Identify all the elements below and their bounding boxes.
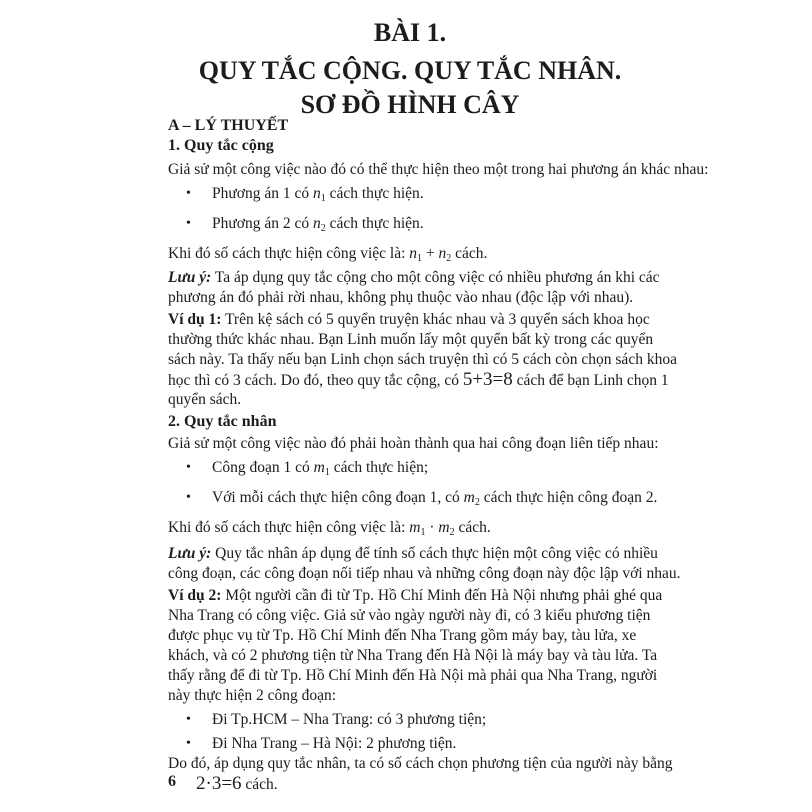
example2-bullet-2: Đi Nha Trang – Hà Nội: 2 phương tiện.	[212, 735, 457, 752]
rule1-bullet-2: Phương án 2 có $n_2$ cách thực hiện.	[212, 215, 424, 234]
math-sum: 5+3=8	[462, 369, 513, 390]
example2-line-4: khách, và có 2 phương tiện từ Nha Trang đến Hà Nội là máy bay và tàu lửa. Ta	[168, 647, 658, 664]
example1-line-3: sách này. Ta thấy nếu bạn Linh chọn sách truyện thì có 5 cách còn chọn sách khoa	[168, 351, 677, 368]
example2-line-5: thấy rằng để đi từ Tp. Hồ Chí Minh đến Hà Nội mà phải qua Nha Trang, người	[168, 667, 658, 684]
lesson-number: BÀI 1.	[373, 18, 447, 47]
lesson-title: QUY TẮC CỘNG. QUY TẮC NHÂN.	[198, 56, 622, 85]
rule2-intro: Giả sử một công việc nào đó phải hoàn thành qua hai công đoạn liên tiếp nhau:	[168, 435, 659, 452]
note-label: Lưu ý:	[168, 545, 212, 562]
example1-line-2: thường thức khác nhau. Bạn Linh muốn lấy một quyển bất kỳ trong các quyển	[168, 331, 654, 348]
example-label: Ví dụ 2:	[168, 587, 222, 604]
example2-bullet-1: Đi Tp.HCM – Nha Trang: có 3 phương tiện;	[212, 711, 487, 728]
example2-line-3: được phục vụ từ Tp. Hồ Chí Minh đến Nha Trang gồm máy bay, tàu lửa, xe	[168, 627, 637, 644]
rule2-bullet-2: Với mỗi cách thực hiện công đoạn 1, có $m_2$ cách thực hiện công đoạn 2.	[212, 489, 658, 508]
bullet-icon: •	[186, 216, 191, 231]
section-heading-theory: A – LÝ THUYẾT	[168, 117, 289, 134]
rule1-intro: Giả sử một công việc nào đó có thể thực hiện theo một trong hai phương án khác nhau:	[168, 161, 709, 178]
rule2-note-line-1: Lưu ý: Quy tắc nhân áp dụng để tính số cách thực hiện một công việc có nhiều	[168, 545, 658, 562]
rule2-heading: 2. Quy tắc nhân	[168, 413, 277, 430]
rule1-note-line-2: phương án đó phải rời nhau, không phụ thuộc vào nhau (độc lập với nhau).	[168, 289, 634, 306]
example1-line-1: Ví dụ 1: Trên kệ sách có 5 quyển truyện khác nhau và 3 quyển sách khoa học	[168, 311, 650, 328]
example2-line-6: này thực hiện 2 công đoạn:	[168, 687, 337, 704]
bullet-icon: •	[186, 186, 191, 201]
bullet-icon: •	[186, 460, 191, 475]
lesson-subtitle: SƠ ĐỒ HÌNH CÂY	[300, 90, 520, 119]
example-label: Ví dụ 1:	[168, 311, 222, 328]
page-number: 6	[168, 773, 176, 790]
example1-line-4: học thì có 3 cách. Do đó, theo quy tắc cộng, có 5+3=8 cách để bạn Linh chọn 1	[168, 369, 669, 390]
example2-line-2: Nha Trang có công việc. Giả sử vào ngày người này đi, có 3 kiểu phương tiện	[168, 607, 651, 624]
example2-conclusion-line-1: Do đó, áp dụng quy tắc nhân, ta có số cách chọn phương tiện của người này bằng	[168, 755, 673, 772]
example1-line-5: quyển sách.	[168, 391, 242, 408]
math-product: 2·3=6	[196, 773, 242, 794]
rule1-note-line-1: Lưu ý: Ta áp dụng quy tắc cộng cho một công việc có nhiều phương án khi các	[168, 269, 660, 286]
note-label: Lưu ý:	[168, 269, 212, 286]
rule2-note-line-2: công đoạn, các công đoạn nối tiếp nhau và những công đoạn này độc lập với nhau.	[168, 565, 681, 582]
bullet-icon: •	[186, 736, 191, 751]
example2-conclusion-line-2: 2·3=6 cách.	[196, 773, 278, 794]
example2-line-1: Ví dụ 2: Một người cần đi từ Tp. Hồ Chí Minh đến Hà Nội nhưng phải ghé qua	[168, 587, 663, 604]
rule1-total: Khi đó số cách thực hiện công việc là: $n_1 + n_2$ cách.	[168, 245, 488, 264]
bullet-icon: •	[186, 490, 191, 505]
rule1-bullet-1: Phương án 1 có $n_1$ cách thực hiện.	[212, 185, 424, 204]
rule2-bullet-1: Công đoạn 1 có $m_1$ cách thực hiện;	[212, 459, 429, 478]
rule1-heading: 1. Quy tắc cộng	[168, 137, 274, 154]
rule2-total: Khi đó số cách thực hiện công việc là: $m_1 \cdot m_2$ cách.	[168, 519, 491, 538]
bullet-icon: •	[186, 712, 191, 727]
